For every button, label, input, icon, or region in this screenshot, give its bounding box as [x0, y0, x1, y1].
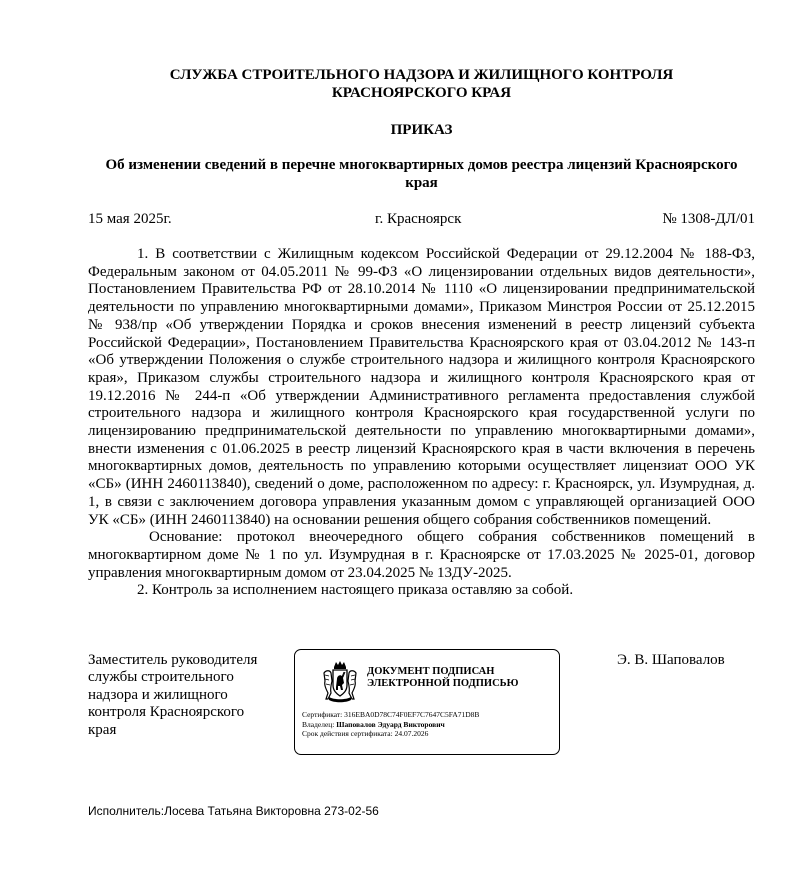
stamp-validity: [302, 729, 479, 739]
executor-info: Исполнитель:Лосева Татьяна Викторовна 273-02-56: [88, 804, 379, 818]
stamp-title-line1: ДОКУМЕНТ ПОДПИСАН: [367, 666, 495, 677]
document-subject: Об изменении сведений в перечне многоквартирных домов реестра лицензий Красноярского края: [105, 157, 738, 191]
body-paragraph-1: 1. В соответствии с Жилищным кодексом Российской Федерации от 29.12.2004 № 188-ФЗ, Федеральным законом от 04.05.2011 № 99-ФЗ «О лицензировании отдельных видов деятельности», Постановлением Правительства РФ от 28.10.2014 № 1110 «О лицензировании предпринимательской деятельности по управлению многоквартирными домами», Приказом Минстроя России от 25.12.2015 № 938/пр «Об утверждении Порядка и сроков внесения изменений в реестр лицензий субъекта Российской Федерации», Постановлением Правительства Красноярского края от 03.04.2012 № 143-п «Об утверждении Положения о службе строительного надзора и жилищного контроля Красноярского края», Приказом службы строительного надзора и жилищного контроля Красноярского края от 19.12.2016 № 244-п «Об утверждении Административного регламента предоставления службой строительного надзора и жилищного контроля Красноярского края государственной услуги по лицензированию предпринимательской деятельности по управлению многоквартирными домами», внести изменения с 01.06.2025 в реестр лицензий Красноярского края в части включения в перечень многоквартирных домов, деятельность по управлению которыми осуществляет лицензиат ООО УК «СБ» (ИНН 2460113840), сведений о доме, расположенном по адресу: г. Красноярск, ул. Изумрудная, д. 1, в связи с заключением договора управления указанным домом с управляющей организацией ООО УК «СБ» (ИНН 2460113840) на основании решения общего собрания собственников помещений.: [88, 246, 755, 528]
stamp-title: [367, 666, 518, 690]
signer-position-line: Заместитель руководителя: [88, 652, 258, 668]
document-meta: [88, 210, 755, 228]
validity-value: 24.07.2026: [394, 729, 429, 738]
owner-value: Шаповалов Эдуард Викторович: [336, 719, 445, 729]
document-type: ПРИКАЗ: [390, 122, 453, 138]
stamp-certificate: [302, 710, 479, 720]
owner-label: Владелец:: [302, 719, 335, 729]
signer-position: [88, 652, 257, 739]
signer-position-line: контроля Красноярского: [88, 704, 245, 721]
stamp-title-line2: ЭЛЕКТРОННОЙ ПОДПИСЬЮ: [367, 678, 519, 689]
certificate-value: 316EBA0D78C74F0EF7C7647C5FA71D8B: [344, 710, 480, 719]
signer-position-line: службы строительного: [88, 669, 234, 686]
agency-name-line2: КРАСНОЯРСКОГО КРАЯ: [331, 85, 512, 101]
agency-name-line1: СЛУЖБА СТРОИТЕЛЬНОГО НАДЗОРА И ЖИЛИЩНОГО КОНТРОЛЯ: [169, 67, 674, 83]
agency-name: [88, 66, 755, 102]
document-city: г. Красноярск: [375, 211, 462, 227]
signer-name: Э. В. Шаповалов: [617, 652, 725, 668]
stamp-owner: [302, 720, 479, 730]
electronic-signature-stamp: [294, 649, 560, 755]
body-paragraph-basis: Основание: протокол внеочередного общего собрания собственников помещений в многоквартирном доме № 1 по ул. Изумрудная в г. Красноярске от 17.03.2025 № 2025-01, договор управления многоквартирным домом от 23.04.2025 № 13ДУ-2025.: [88, 529, 755, 581]
signer-position-line: края: [88, 721, 117, 738]
document-number: № 1308-ДЛ/01: [662, 211, 755, 227]
document-date: 15 мая 2025г.: [88, 211, 172, 227]
validity-label: Срок действия сертификата:: [302, 729, 393, 738]
certificate-label: Сертификат:: [302, 710, 343, 719]
stamp-details: [302, 710, 479, 739]
coat-of-arms-icon: [322, 659, 358, 703]
document-body: [88, 246, 755, 600]
signer-position-line: надзора и жилищного: [88, 686, 228, 703]
body-paragraph-2: 2. Контроль за исполнением настоящего приказа оставляю за собой.: [137, 582, 574, 599]
